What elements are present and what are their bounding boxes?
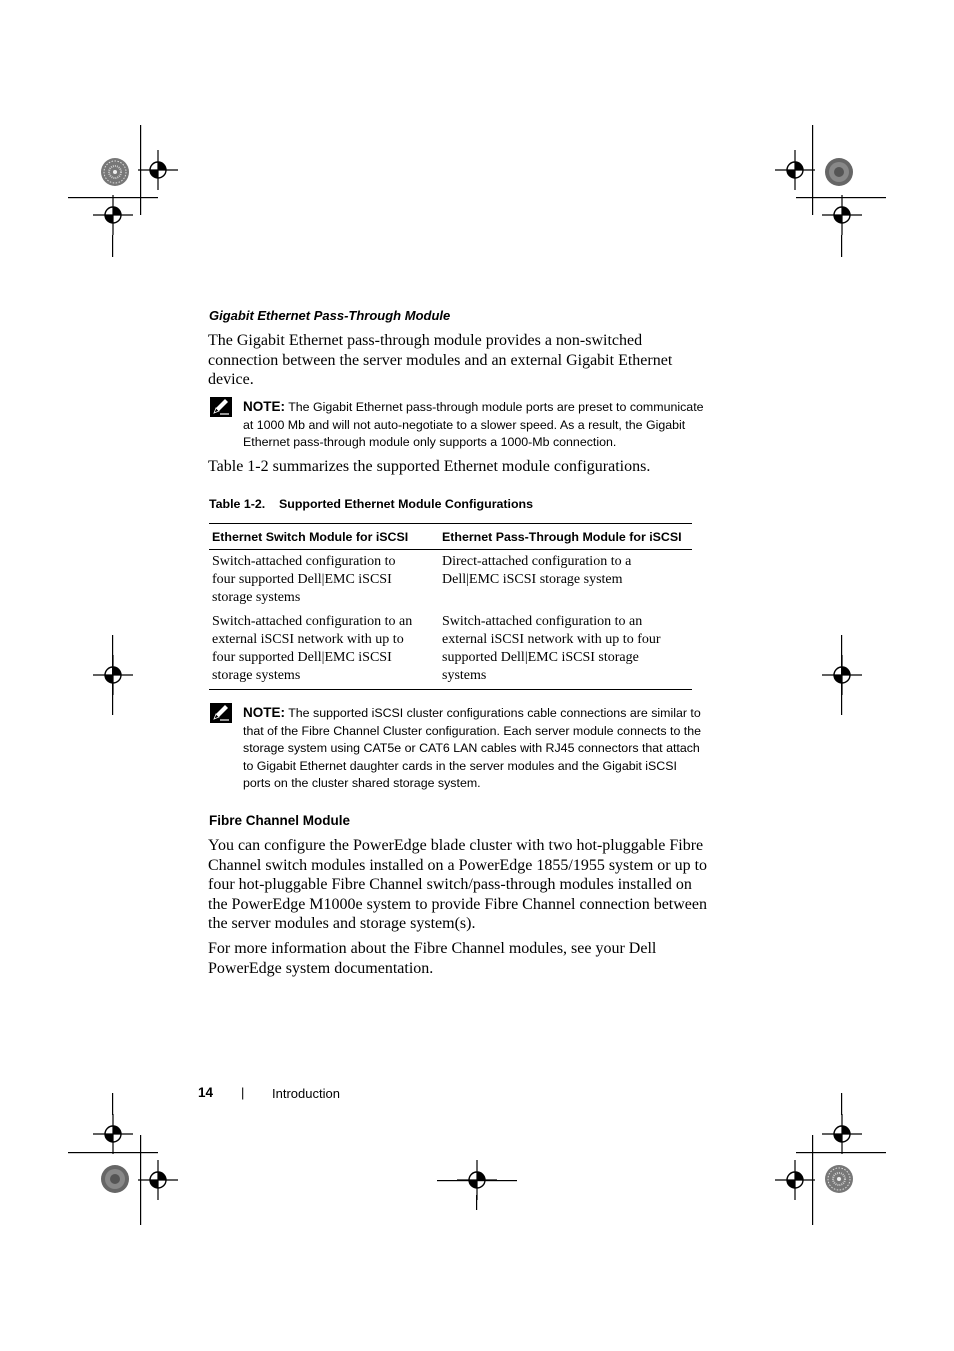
crosshair-registration-icon [775, 1160, 815, 1200]
pencil-note-icon [210, 703, 232, 723]
crosshair-registration-icon [822, 195, 862, 235]
starburst-target-icon [100, 157, 130, 187]
note-text: The supported iSCSI cluster configurations cable connections are similar to [288, 706, 701, 720]
crop-line-icon [112, 1093, 114, 1115]
footer-chapter: Introduction [272, 1086, 340, 1101]
footer-separator: | [241, 1085, 245, 1100]
text-line: connection between the server modules and an external Gigabit Ethernet [208, 351, 673, 369]
starburst-target-icon [824, 1164, 854, 1194]
crop-line-icon [841, 635, 843, 715]
cell-line: Direct-attached configuration to a [442, 554, 632, 569]
more-info-paragraph [208, 939, 656, 978]
crop-line-icon [841, 1093, 843, 1115]
crop-line-icon [112, 635, 114, 715]
pencil-note-icon [210, 397, 232, 417]
text-line: device. [208, 371, 254, 388]
text-line: four hot-pluggable Fibre Channel switch/pass-through modules installed on [208, 876, 692, 893]
note-line: that of the Fibre Channel Cluster configuration. Each server module connects to the [243, 723, 702, 738]
note-line: Ethernet pass-through module only supports a 1000-Mb connection. [243, 435, 617, 450]
page-number: 14 [198, 1085, 214, 1100]
crosshair-registration-icon [775, 150, 815, 190]
crop-line-icon [112, 235, 114, 257]
crop-line-icon [437, 1180, 517, 1182]
crosshair-registration-icon [93, 195, 133, 235]
cell-line: Dell|EMC iSCSI storage system [442, 572, 623, 587]
crosshair-registration-icon [822, 1114, 862, 1154]
cell-line: four supported Dell|EMC iSCSI [212, 650, 392, 665]
column-header: Ethernet Pass-Through Module for iSCSI [442, 529, 682, 544]
cell-line: storage systems [212, 590, 301, 605]
text-line: The Gigabit Ethernet pass-through module provides a non-switched [208, 332, 643, 349]
ethernet-config-table [209, 523, 692, 690]
cell-line: Switch-attached configuration to an [212, 614, 413, 629]
text-line: You can configure the PowerEdge blade cluster with two hot-pluggable Fibre [208, 837, 704, 854]
section-heading-fibre-channel: Fibre Channel Module [209, 813, 351, 828]
crop-line-icon [841, 235, 843, 257]
text-line: the PowerEdge M1000e system to provide Fibre Channel connection between [208, 895, 707, 913]
crop-line-icon [796, 1152, 886, 1154]
note-line [243, 398, 733, 417]
cell-line: storage systems [212, 668, 301, 683]
table-row [209, 550, 692, 614]
table-summary-paragraph: Table 1-2 summarizes the supported Ethernet module configurations. [208, 458, 651, 475]
note-line: storage system using CAT5e or CAT6 LAN cables with RJ45 connectors that attach [243, 741, 700, 756]
table-row [209, 613, 692, 690]
table-cell [439, 550, 692, 614]
note-line: at 1000 Mb and will not auto-negotiate to a slower speed. As a result, the Gigabit [243, 417, 686, 432]
starburst-target-icon [824, 157, 854, 187]
crop-line-icon [476, 1195, 478, 1210]
text-line: For more information about the Fibre Channel modules, see your Dell [208, 940, 657, 957]
text-line: PowerEdge system documentation. [208, 959, 434, 977]
text-line: the server modules and storage system(s). [208, 915, 476, 932]
cell-line: four supported Dell|EMC iSCSI [212, 572, 392, 587]
crosshair-registration-icon [93, 1114, 133, 1154]
cell-line: supported Dell|EMC iSCSI storage [442, 650, 639, 665]
note-gigabit [243, 398, 733, 452]
note-label: NOTE: [243, 399, 285, 414]
crop-line-icon [68, 1152, 158, 1154]
fibre-channel-paragraph [208, 836, 707, 934]
cell-line: Switch-attached configuration to an [442, 614, 643, 629]
gigabit-paragraph [208, 331, 672, 390]
cell-line: systems [442, 668, 487, 683]
cell-line: Switch-attached configuration to [212, 554, 396, 569]
note-label: NOTE: [243, 705, 285, 720]
table-cell [209, 550, 439, 614]
crosshair-registration-icon [138, 150, 178, 190]
table-cell [439, 613, 692, 690]
table-caption: Table 1-2. Supported Ethernet Module Configurations [209, 497, 534, 511]
note-line [243, 704, 733, 723]
note-line: ports on the cluster shared storage system. [243, 776, 481, 791]
table-cell [209, 613, 439, 690]
note-iscsi-cluster [243, 704, 733, 793]
note-text: The Gigabit Ethernet pass-through module ports are preset to communicate [288, 400, 704, 414]
cell-line: external iSCSI network with up to four [442, 632, 661, 647]
note-line: to Gigabit Ethernet daughter cards in the server modules and the Gigabit iSCSI [243, 758, 677, 773]
cell-line: external iSCSI network with up to [212, 632, 404, 647]
column-header: Ethernet Switch Module for iSCSI [212, 529, 409, 544]
section-heading-gigabit: Gigabit Ethernet Pass-Through Module [209, 308, 451, 323]
starburst-target-icon [100, 1164, 130, 1194]
crosshair-registration-icon [138, 1160, 178, 1200]
text-line: Channel switch modules installed on a PowerEdge 1855/1955 system or up to [208, 856, 708, 874]
